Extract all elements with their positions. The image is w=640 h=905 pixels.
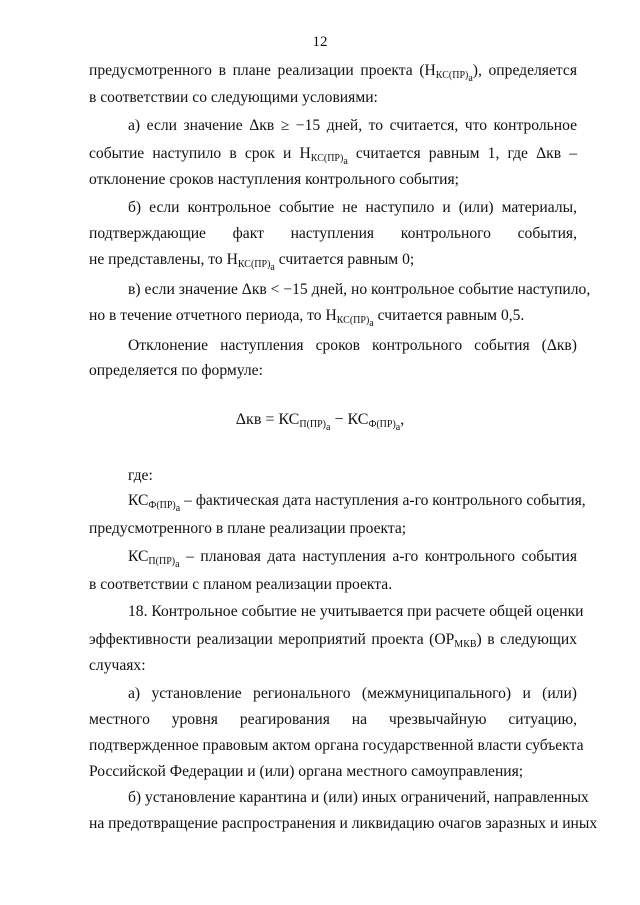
text-line: в соответствии с планом реализации проекта.	[89, 576, 393, 593]
text-line: предусмотренного в плане реализации проекта;	[89, 520, 407, 537]
text-line: в) если значение Δкв < −15 дней, но контрольное событие наступило,	[128, 281, 591, 298]
text-line: в соответствии со следующими условиями:	[89, 89, 378, 106]
text-line: подтверждающие факт наступления контрольного события,	[89, 225, 577, 242]
text-line: определяется по формуле:	[89, 362, 263, 379]
text-line: на предотвращение распространения и ликвидацию очагов заразных и иных	[89, 815, 598, 832]
text-line: событие наступило в срок и $Н_{КС(ПР)_а}$ считается равным 1, где Δкв –	[89, 145, 577, 167]
text-line: не представлены, то $Н_{КС(ПР)_а}$ считается равным 0;	[89, 251, 415, 273]
text-line: а) установление регионального (межмуниципального) и (или)	[128, 685, 577, 702]
text-line: предусмотренного в плане реализации проекта $(Н_{КС(ПР)_а})$, определяется	[89, 62, 577, 84]
text-line: местного уровня реагирования на чрезвычайную ситуацию,	[89, 711, 577, 728]
text-line: а) если значение Δкв ≥ −15 дней, то считается, что контрольное	[128, 117, 577, 134]
text-line: отклонение сроков наступления контрольного события;	[89, 171, 459, 188]
text-line: б) установление карантина и (или) иных ограничений, направленных	[128, 789, 589, 806]
text-line: б) если контрольное событие не наступило и (или) материалы,	[128, 199, 577, 216]
text-line: $КС_{П(ПР)_а}$ – плановая дата наступления а-го контрольного события	[128, 548, 577, 570]
text-line: Отклонение наступления сроков контрольного события (Δкв)	[128, 337, 577, 354]
text-line: эффективности реализации мероприятий проекта $(ОР_{МКВ})$ в следующих	[89, 631, 577, 650]
text-line: случаях:	[89, 657, 146, 674]
page-number: 12	[312, 34, 328, 50]
text-line: подтвержденное правовым актом органа государственной власти субъекта	[89, 737, 584, 754]
text-line: где:	[128, 467, 153, 484]
text-line: Российской Федерации и (или) органа местного самоуправления;	[89, 763, 524, 780]
text-line: но в течение отчетного периода, то $Н_{КС(ПР)_а}$ считается равным 0,5.	[89, 307, 525, 329]
text-line: $КС_{Ф(ПР)_а}$ – фактическая дата наступления а-го контрольного события,	[128, 492, 586, 514]
formula: $\Delta кв = КС_{П(ПР)_а} - КС_{Ф(ПР)_а}$,	[235, 411, 405, 433]
text-line: 18. Контрольное событие не учитывается при расчете общей оценки	[128, 603, 584, 620]
